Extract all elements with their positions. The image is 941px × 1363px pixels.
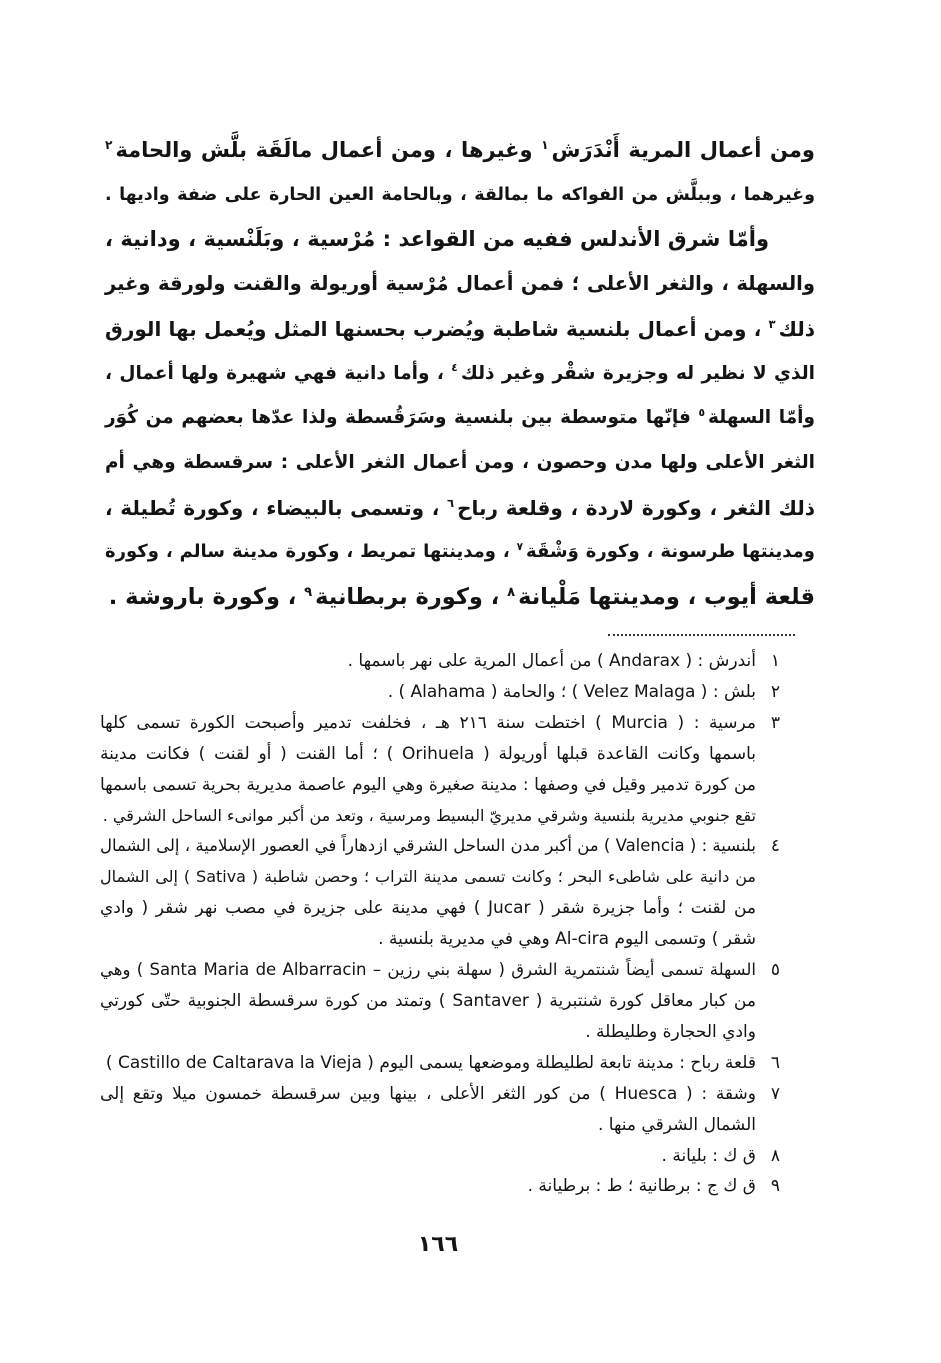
footnote	[100, 1141, 780, 1172]
footnote	[100, 831, 780, 955]
main-text-line	[105, 173, 815, 218]
footnote-line: قلعة رباح : مدينة تابعة لطليطلة وموضعها يسمى اليوم ( Castillo de Caltarava la Vieja )	[105, 1052, 756, 1073]
main-text-line	[105, 530, 815, 575]
footnote-number: ١	[770, 651, 780, 671]
main-text-line	[105, 352, 815, 397]
main-text-line	[105, 396, 815, 441]
main-text-line	[105, 575, 815, 620]
main-text-run: وغيرها ، ومن أعمال مالَقَة بلَّش والحامة	[115, 138, 542, 162]
main-text-run: الذي لا نظير له وجزيرة شقْر وغير ذلك	[460, 362, 815, 384]
footnote-reference: ٨	[507, 584, 516, 600]
footnote-number: ٨	[770, 1145, 780, 1166]
main-text-run: ومدينتها طرسونة ، وكورة وَشْقَة	[526, 541, 815, 563]
footnote-line: أندرش : ( Andarax ) من أعمال المرية على نهر باسمها .	[347, 651, 756, 671]
footnote-line: من كبار معاقل كورة شنتبرية ( Santaver ) وتمتد من كورة سرقسطة الجنوبية حتّى كورتي	[100, 990, 756, 1011]
footnote	[100, 677, 780, 708]
main-text-run: الثغر الأعلى ولها مدن وحصون ، ومن أعمال الثغر الأعلى : سرقسطة وهي أم	[105, 451, 815, 473]
main-text-run: ، وأما دانية فهي شهيرة ولها أعمال ،	[105, 362, 452, 384]
footnote-number: ٢	[770, 681, 780, 702]
footnotes	[100, 646, 780, 1202]
main-text-line	[105, 486, 815, 531]
footnote	[100, 1048, 780, 1079]
main-text-line	[105, 217, 815, 262]
footnote-line: من لقنت ؛ وأما جزيرة شقر ( Jucar ) فهي مدينة على جزيرة في مصب نهر شقر ( وادي	[100, 898, 756, 919]
footnote-reference: ٧	[516, 541, 524, 554]
main-text-run: وغيرهما ، وببلَّش من الفواكه ما بمالقة ، وبالحامة العين الحارة على ضفة واديها .	[105, 184, 815, 205]
footnote-reference: ٦	[447, 495, 455, 510]
main-text-run: ذلك	[778, 316, 815, 341]
footnote-line: تقع جنوبي مديرية بلنسية وشرقي مديريّ البسيط ومرسية ، وتعد من أكبر موانىء الساحل الشرقي .	[102, 805, 756, 825]
footnote-number: ٦	[770, 1052, 780, 1073]
footnote-line: وادي الحجارة وطليطلة .	[585, 1021, 756, 1042]
main-text-run: قلعة أيوب ، ومدينتها مَلْيانة	[518, 584, 815, 611]
footnote-reference: ٩	[304, 584, 313, 600]
footnote-reference: ٤	[451, 361, 458, 375]
main-text-run: ، ومن أعمال بلنسية شاطبة ويُضرب بحسنها المثل ويُعمل بها الورق	[105, 316, 769, 341]
main-text-run: وأمّا السهلة	[708, 407, 815, 429]
footnote-line: وشقة : ( Huesca ) من كور الثغر الأعلى ، بينها وبين سرقسطة خمسون ميلا وتقع إلى	[100, 1083, 756, 1104]
main-text-run: ، ومدينتها تمريط ، وكورة مدينة سالم ، وكورة	[105, 541, 517, 563]
main-text-run: ومن أعمال المرية أَنْدَرَش	[551, 138, 815, 162]
footnote	[100, 1079, 780, 1141]
footnote	[100, 955, 780, 1048]
footnote-line: ق ك : بليانة .	[661, 1145, 756, 1166]
footnote-number: ٧	[770, 1083, 780, 1104]
footnote-line: السهلة تسمى أيضاً شنتمرية الشرق ( سهلة بني رزين – Santa Maria de Albarracin ) وهي	[100, 960, 756, 980]
footnote-number: ٩	[770, 1176, 780, 1197]
footnote-line: الشمال الشرقي منها .	[597, 1114, 756, 1135]
main-text-line	[105, 128, 815, 173]
footnote-reference: ٣	[768, 317, 776, 332]
main-text-run: والسهلة ، والثغر الأعلى ؛ فمن أعمال مُرْسية أوريولة والقنت ولورقة وغير	[105, 272, 815, 296]
footnote-line: شقر ) وتسمى اليوم Al-cira وهي في مديرية بلنسية .	[378, 929, 756, 950]
main-text-run: ، وكورة باروشة .	[108, 584, 305, 611]
footnote	[100, 708, 780, 832]
main-text-line	[105, 441, 815, 486]
footnote-line: من كورة تدمير وقيل في وصفها : مدينة صغيرة وهي اليوم عاصمة مديرية بحرية تسمى باسمها	[100, 774, 756, 795]
main-text-run: فإنّها متوسطة بين بلنسية وسَرَقُسطة ولذا عدّها بعضهم من كُوَر	[105, 407, 699, 429]
main-text	[105, 128, 815, 620]
footnote-number: ٤	[770, 836, 780, 857]
main-text-run: وأمّا شرق الأندلس ففيه من القواعد : مُرْسية ، وبَلَنْسية ، ودانية ،	[105, 227, 769, 252]
main-text-line	[105, 262, 815, 307]
footnote	[100, 646, 780, 677]
footnote	[100, 1171, 780, 1202]
footnote-reference: ١	[541, 138, 549, 152]
footnote-line: بلش : ( Velez Malaga ) ؛ والحامة ( Alahama ) .	[387, 681, 756, 702]
main-text-run: ، وكورة بربطانية	[315, 584, 508, 611]
footnote-separator	[608, 634, 795, 636]
main-text-line	[105, 307, 815, 352]
page-number: ١٦٦	[417, 1232, 459, 1257]
footnote-reference: ٥	[698, 406, 706, 420]
footnote-number: ٥	[770, 960, 780, 981]
main-text-run: ذلك الثغر ، وكورة لاردة ، وقلعة رباح	[457, 495, 816, 520]
footnote-line: ق ك ج : برطانية ؛ ط : برطيانة .	[527, 1176, 756, 1197]
footnote-line: مرسية : ( Murcia ) اختطت سنة ٢١٦ هـ ، فخلفت تدمير وأصبحت الكورة تسمى كلها	[100, 712, 756, 733]
footnote-reference: ٢	[105, 138, 113, 152]
footnote-line: من دانية على شاطىء البحر ؛ وكانت تسمى مدينة التراب ؛ وحصن شاطبة ( Sativa ) إلى الشمال	[100, 867, 757, 887]
footnote-line: بلنسية : ( Valencia ) من أكبر مدن الساحل الشرقي ازدهاراً في العصور الإسلامية ، إلى الشمال	[100, 836, 756, 856]
footnote-number: ٣	[770, 712, 780, 733]
footnote-line: باسمها وكانت القاعدة قبلها أوريولة ( Orihuela ) ؛ أما القنت ( أو لقنت ) فكانت مدينة	[100, 743, 756, 764]
main-text-run: ، وتسمى بالبيضاء ، وكورة تُطيلة ،	[105, 495, 448, 520]
